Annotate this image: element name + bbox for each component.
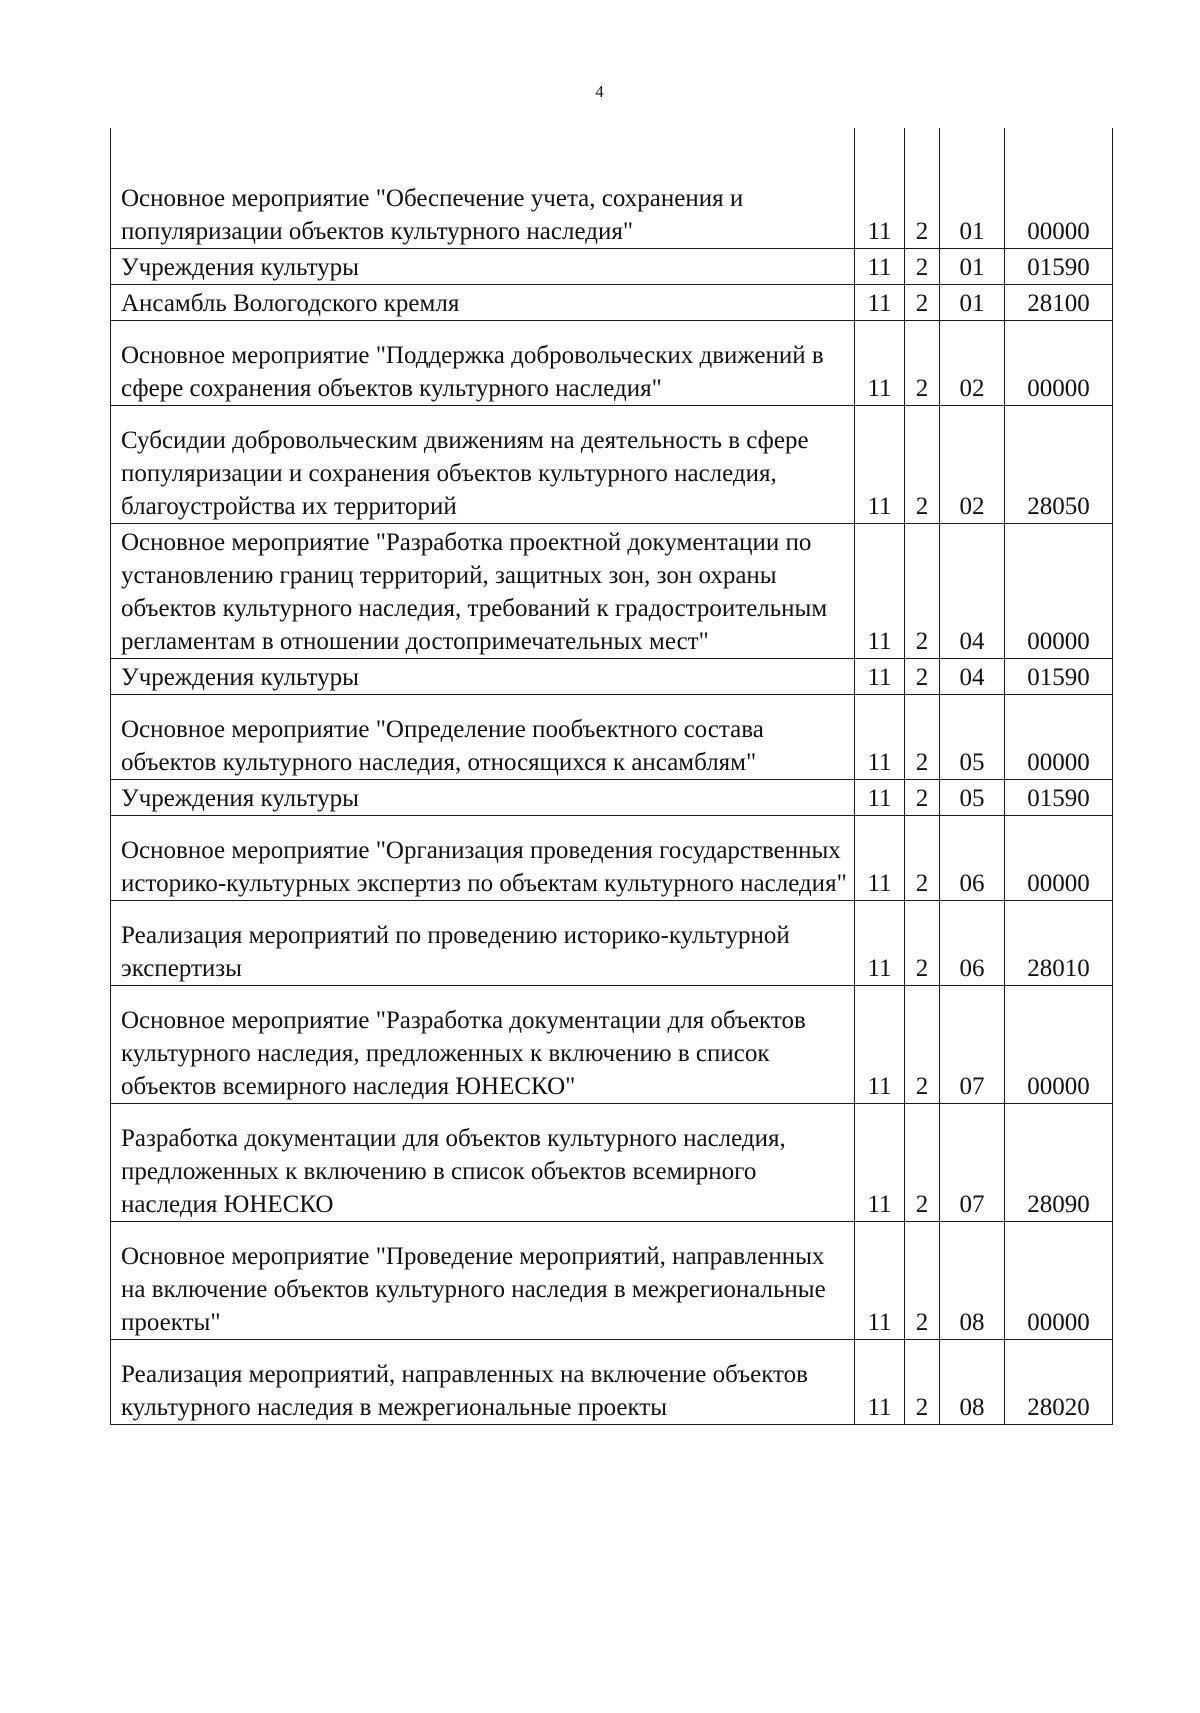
row-code-4: 28100 — [1005, 285, 1113, 321]
table-row — [111, 816, 1113, 901]
row-code-3: 01 — [940, 249, 1005, 285]
row-code-4: 00000 — [1005, 1222, 1113, 1340]
row-code-3: 02 — [940, 321, 1005, 406]
table — [110, 128, 1113, 1425]
row-code-2: 2 — [905, 695, 940, 780]
table-row — [111, 285, 1113, 321]
page-number: 4 — [595, 82, 605, 101]
row-code-2: 2 — [905, 659, 940, 695]
budget-classification-table — [110, 128, 1112, 1425]
row-code-3: 04 — [940, 659, 1005, 695]
row-code-1: 11 — [855, 816, 905, 901]
table-row — [111, 780, 1113, 816]
row-code-4: 01590 — [1005, 780, 1113, 816]
table-row — [111, 524, 1113, 659]
row-code-2: 2 — [905, 986, 940, 1104]
row-name: Основное мероприятие "Разработка проектной документации по установлению границ территорий, защитных зон, зон охраны объектов культурного наследия, требований к градостроительным регламентам в отношении достопримечательных мест" — [111, 524, 855, 659]
row-code-1: 11 — [855, 1340, 905, 1425]
row-code-4: 28090 — [1005, 1104, 1113, 1222]
table-row — [111, 1340, 1113, 1425]
table-row — [111, 1222, 1113, 1340]
row-code-2: 2 — [905, 524, 940, 659]
row-code-2: 2 — [905, 1222, 940, 1340]
row-code-2: 2 — [905, 406, 940, 524]
row-code-4: 00000 — [1005, 695, 1113, 780]
row-code-2: 2 — [905, 816, 940, 901]
row-code-3: 04 — [940, 524, 1005, 659]
table-top-continuation — [111, 128, 1113, 180]
row-name: Основное мероприятие "Поддержка добровольческих движений в сфере сохранения объектов культурного наследия" — [111, 321, 855, 406]
row-name: Учреждения культуры — [111, 659, 855, 695]
row-name: Основное мероприятие "Организация проведения государственных историко-культурных экспертиз по объектам культурного наследия" — [111, 816, 855, 901]
row-code-3: 08 — [940, 1340, 1005, 1425]
row-code-1: 11 — [855, 901, 905, 986]
row-code-4: 00000 — [1005, 321, 1113, 406]
table-row — [111, 249, 1113, 285]
row-code-4: 28020 — [1005, 1340, 1113, 1425]
row-code-1: 11 — [855, 695, 905, 780]
row-code-1: 11 — [855, 986, 905, 1104]
row-code-3: 05 — [940, 695, 1005, 780]
row-code-3: 02 — [940, 406, 1005, 524]
row-code-3: 05 — [940, 780, 1005, 816]
row-code-1: 11 — [855, 524, 905, 659]
row-code-4: 00000 — [1005, 816, 1113, 901]
row-code-1: 11 — [855, 659, 905, 695]
row-code-4: 28050 — [1005, 406, 1113, 524]
table-row — [111, 986, 1113, 1104]
row-name: Основное мероприятие "Разработка документации для объектов культурного наследия, предложенных к включению в список объектов всемирного наследия ЮНЕСКО" — [111, 986, 855, 1104]
row-code-3: 07 — [940, 1104, 1005, 1222]
table-row — [111, 180, 1113, 249]
row-code-4: 00000 — [1005, 986, 1113, 1104]
row-code-1: 11 — [855, 285, 905, 321]
row-code-1: 11 — [855, 180, 905, 249]
row-code-3: 07 — [940, 986, 1005, 1104]
row-code-2: 2 — [905, 285, 940, 321]
row-code-1: 11 — [855, 1104, 905, 1222]
row-name: Учреждения культуры — [111, 249, 855, 285]
row-name: Основное мероприятие "Проведение мероприятий, направленных на включение объектов культурного наследия в межрегиональные проекты" — [111, 1222, 855, 1340]
row-name: Основное мероприятие "Определение пообъектного состава объектов культурного наследия, относящихся к ансамблям" — [111, 695, 855, 780]
row-code-1: 11 — [855, 249, 905, 285]
row-code-2: 2 — [905, 1340, 940, 1425]
row-code-2: 2 — [905, 249, 940, 285]
row-name: Реализация мероприятий по проведению историко-культурной экспертизы — [111, 901, 855, 986]
row-code-3: 01 — [940, 285, 1005, 321]
table-row — [111, 901, 1113, 986]
row-code-4: 00000 — [1005, 524, 1113, 659]
table-row — [111, 321, 1113, 406]
row-name: Учреждения культуры — [111, 780, 855, 816]
row-name: Основное мероприятие "Обеспечение учета, сохранения и популяризации объектов культурного наследия" — [111, 180, 855, 249]
row-code-2: 2 — [905, 780, 940, 816]
row-code-3: 06 — [940, 816, 1005, 901]
row-name: Реализация мероприятий, направленных на включение объектов культурного наследия в межрегиональные проекты — [111, 1340, 855, 1425]
table-row — [111, 659, 1113, 695]
row-name: Разработка документации для объектов культурного наследия, предложенных к включению в список объектов всемирного наследия ЮНЕСКО — [111, 1104, 855, 1222]
row-code-3: 06 — [940, 901, 1005, 986]
table-row — [111, 1104, 1113, 1222]
row-name: Ансамбль Вологодского кремля — [111, 285, 855, 321]
table-row — [111, 406, 1113, 524]
row-code-4: 00000 — [1005, 180, 1113, 249]
table-row — [111, 695, 1113, 780]
row-code-3: 08 — [940, 1222, 1005, 1340]
row-code-1: 11 — [855, 321, 905, 406]
row-code-4: 01590 — [1005, 659, 1113, 695]
row-code-2: 2 — [905, 321, 940, 406]
row-code-2: 2 — [905, 901, 940, 986]
row-name: Субсидии добровольческим движениям на деятельность в сфере популяризации и сохранения объектов культурного наследия, благоустройства их территорий — [111, 406, 855, 524]
row-code-2: 2 — [905, 1104, 940, 1222]
row-code-1: 11 — [855, 1222, 905, 1340]
row-code-1: 11 — [855, 406, 905, 524]
row-code-4: 28010 — [1005, 901, 1113, 986]
row-code-3: 01 — [940, 180, 1005, 249]
row-code-2: 2 — [905, 180, 940, 249]
row-code-4: 01590 — [1005, 249, 1113, 285]
row-code-1: 11 — [855, 780, 905, 816]
